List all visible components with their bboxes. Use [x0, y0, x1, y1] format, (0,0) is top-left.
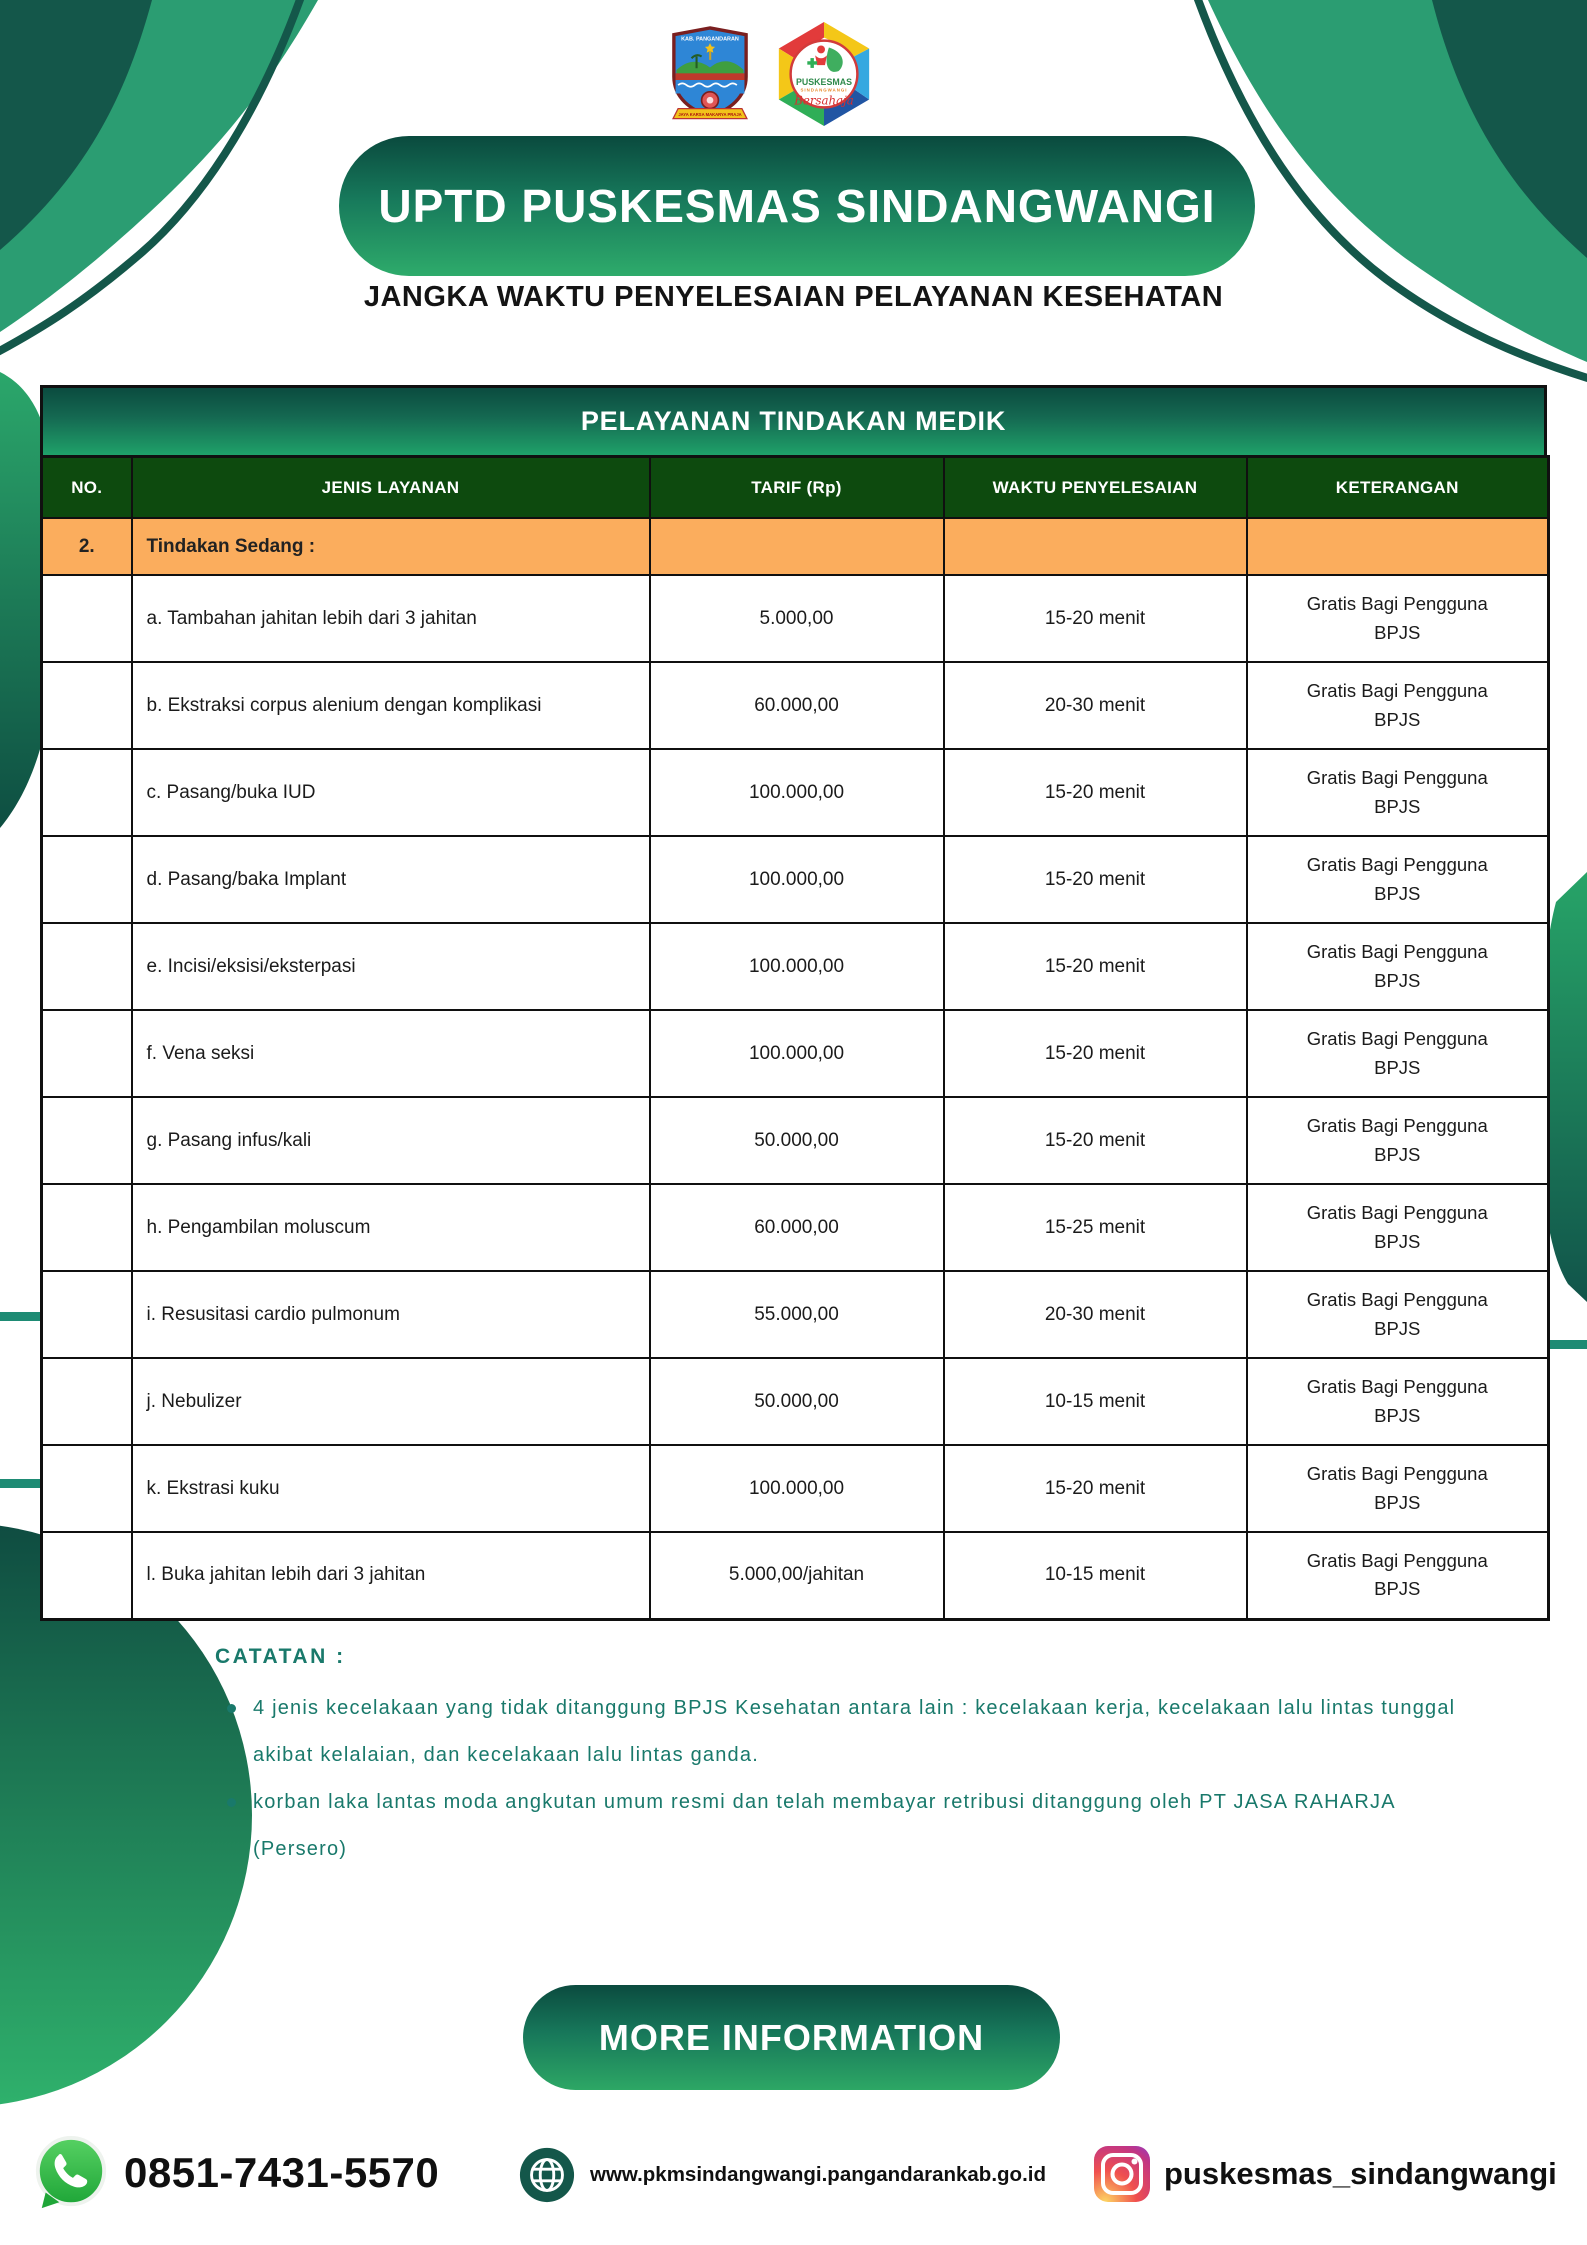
website-link[interactable]: [518, 2146, 1046, 2204]
cell-jenis-layanan: h. Pengambilan moluscum: [132, 1184, 650, 1271]
cell-jenis-layanan: l. Buka jahitan lebih dari 3 jahitan: [132, 1532, 650, 1619]
cell-keterangan: Gratis Bagi Pengguna BPJS: [1247, 1532, 1549, 1619]
cell-tarif: 50.000,00: [650, 1097, 944, 1184]
cell-no: [42, 923, 132, 1010]
col-header-no: NO.: [42, 457, 132, 519]
cell-no: [42, 749, 132, 836]
service-table: [40, 385, 1547, 1621]
section-empty-cell: [650, 518, 944, 575]
cell-tarif: 100.000,00: [650, 836, 944, 923]
table-row: [42, 923, 1549, 1010]
cell-tarif: 100.000,00: [650, 1445, 944, 1532]
cell-tarif: 100.000,00: [650, 923, 944, 1010]
cell-waktu: 15-20 menit: [944, 1010, 1247, 1097]
more-information-button[interactable]: [523, 1985, 1060, 2090]
cell-keterangan: Gratis Bagi Pengguna BPJS: [1247, 923, 1549, 1010]
cell-waktu: 15-20 menit: [944, 749, 1247, 836]
more-information-label: MORE INFORMATION: [598, 2016, 985, 2058]
cell-tarif: 50.000,00: [650, 1358, 944, 1445]
tariff-table: [40, 455, 1550, 1621]
cell-waktu: 15-20 menit: [944, 923, 1247, 1010]
note-text: korban laka lantas moda angkutan umum resmi dan telah membayar retribusi ditanggung oleh PT JASA RAHARJA (Persero): [253, 1791, 1395, 1860]
cell-keterangan: Gratis Bagi Pengguna BPJS: [1247, 1010, 1549, 1097]
notes-section: [215, 1645, 1505, 1873]
cell-jenis-layanan: a. Tambahan jahitan lebih dari 3 jahitan: [132, 575, 650, 662]
whatsapp-icon: [32, 2134, 110, 2212]
cell-waktu: 10-15 menit: [944, 1358, 1247, 1445]
section-number: 2.: [42, 518, 132, 575]
cell-jenis-layanan: d. Pasang/baka Implant: [132, 836, 650, 923]
cell-keterangan: Gratis Bagi Pengguna BPJS: [1247, 749, 1549, 836]
cell-waktu: 15-20 menit: [944, 575, 1247, 662]
whatsapp-contact[interactable]: [32, 2134, 439, 2212]
table-body: [42, 518, 1549, 1619]
cell-no: [42, 1097, 132, 1184]
table-row: [42, 836, 1549, 923]
cell-no: [42, 1271, 132, 1358]
cell-waktu: 10-15 menit: [944, 1532, 1247, 1619]
table-title: PELAYANAN TINDAKAN MEDIK: [580, 406, 1007, 436]
crest-caption: KAB. PANGANDARAN: [681, 36, 739, 43]
notes-list: [215, 1685, 1505, 1873]
section-empty-cell: [944, 518, 1247, 575]
globe-icon: [518, 2146, 576, 2204]
table-row: [42, 1097, 1549, 1184]
cell-tarif: 100.000,00: [650, 749, 944, 836]
cell-waktu: 20-30 menit: [944, 662, 1247, 749]
website-url: www.pkmsindangwangi.pangandarankab.go.id: [590, 2163, 1046, 2186]
table-row: [42, 575, 1549, 662]
cell-keterangan: Gratis Bagi Pengguna BPJS: [1247, 1445, 1549, 1532]
cell-waktu: 15-20 menit: [944, 1445, 1247, 1532]
section-row: [42, 518, 1549, 575]
cell-no: [42, 662, 132, 749]
table-row: [42, 1445, 1549, 1532]
table-row: [42, 1532, 1549, 1619]
cell-tarif: 5.000,00/jahitan: [650, 1532, 944, 1619]
bullet-icon: [227, 1704, 236, 1713]
cell-jenis-layanan: j. Nebulizer: [132, 1358, 650, 1445]
instagram-handle: puskesmas_sindangwangi: [1164, 2156, 1557, 2191]
cell-keterangan: Gratis Bagi Pengguna BPJS: [1247, 1271, 1549, 1358]
cell-tarif: 60.000,00: [650, 1184, 944, 1271]
cell-jenis-layanan: f. Vena seksi: [132, 1010, 650, 1097]
cell-waktu: 15-25 menit: [944, 1184, 1247, 1271]
cell-no: [42, 1010, 132, 1097]
col-header-tarif: TARIF (Rp): [650, 457, 944, 519]
cell-tarif: 55.000,00: [650, 1271, 944, 1358]
notes-title: CATATAN :: [215, 1645, 346, 1668]
instagram-icon: [1092, 2144, 1152, 2204]
cell-keterangan: Gratis Bagi Pengguna BPJS: [1247, 1358, 1549, 1445]
note-text: 4 jenis kecelakaan yang tidak ditanggung BPJS Kesehatan antara lain : kecelakaan kerja, kecelakaan lalu lintas tunggal akibat kelalaian, dan kecelakaan lalu lintas ganda.: [253, 1697, 1456, 1766]
table-title-band: [40, 385, 1547, 455]
cell-no: [42, 575, 132, 662]
table-row: [42, 1010, 1549, 1097]
instagram-link[interactable]: [1092, 2144, 1557, 2204]
crest-ribbon: JAYA KARSA MAKARYA PRAJA: [678, 112, 742, 118]
cell-keterangan: Gratis Bagi Pengguna BPJS: [1247, 575, 1549, 662]
col-header-jenis-layanan: JENIS LAYANAN: [132, 457, 650, 519]
hex-logo-line2: SINDANGWANGI: [800, 87, 848, 93]
table-row: [42, 1271, 1549, 1358]
cell-tarif: 100.000,00: [650, 1010, 944, 1097]
col-header-keterangan: KETERANGAN: [1247, 457, 1549, 519]
note-item: [215, 1779, 1505, 1873]
table-row: [42, 749, 1549, 836]
table-row: [42, 662, 1549, 749]
cell-jenis-layanan: c. Pasang/buka IUD: [132, 749, 650, 836]
cell-tarif: 5.000,00: [650, 575, 944, 662]
header-title-pill: [339, 136, 1255, 276]
page-title: UPTD PUSKESMAS SINDANGWANGI: [378, 180, 1216, 232]
table-row: [42, 1184, 1549, 1271]
cell-no: [42, 1532, 132, 1619]
hex-logo-line1: PUSKESMAS: [796, 76, 852, 87]
hex-logo-script: Bersahaja: [794, 93, 854, 108]
section-empty-cell: [1247, 518, 1549, 575]
phone-number: 0851-7431-5570: [124, 2149, 440, 2196]
cell-no: [42, 1358, 132, 1445]
table-header-row: [42, 457, 1549, 519]
page-subtitle: JANGKA WAKTU PENYELESAIAN PELAYANAN KESEHATAN: [363, 281, 1224, 313]
cell-keterangan: Gratis Bagi Pengguna BPJS: [1247, 1097, 1549, 1184]
cell-no: [42, 836, 132, 923]
note-item: [215, 1685, 1505, 1779]
cell-jenis-layanan: e. Incisi/eksisi/eksterpasi: [132, 923, 650, 1010]
cell-jenis-layanan: i. Resusitasi cardio pulmonum: [132, 1271, 650, 1358]
table-row: [42, 1358, 1549, 1445]
cell-waktu: 20-30 menit: [944, 1271, 1247, 1358]
col-header-waktu: WAKTU PENYELESAIAN: [944, 457, 1247, 519]
cell-no: [42, 1445, 132, 1532]
cell-waktu: 15-20 menit: [944, 836, 1247, 923]
cell-jenis-layanan: g. Pasang infus/kali: [132, 1097, 650, 1184]
cell-jenis-layanan: k. Ekstrasi kuku: [132, 1445, 650, 1532]
puskesmas-sindangwangi-logo: [770, 14, 878, 134]
kab-pangandaran-logo: [668, 26, 752, 124]
cell-jenis-layanan: b. Ekstraksi corpus alenium dengan komplikasi: [132, 662, 650, 749]
cell-keterangan: Gratis Bagi Pengguna BPJS: [1247, 662, 1549, 749]
cell-keterangan: Gratis Bagi Pengguna BPJS: [1247, 836, 1549, 923]
cell-no: [42, 1184, 132, 1271]
cell-tarif: 60.000,00: [650, 662, 944, 749]
cell-waktu: 15-20 menit: [944, 1097, 1247, 1184]
section-label: Tindakan Sedang :: [132, 518, 650, 575]
bullet-icon: [227, 1798, 236, 1807]
cell-keterangan: Gratis Bagi Pengguna BPJS: [1247, 1184, 1549, 1271]
